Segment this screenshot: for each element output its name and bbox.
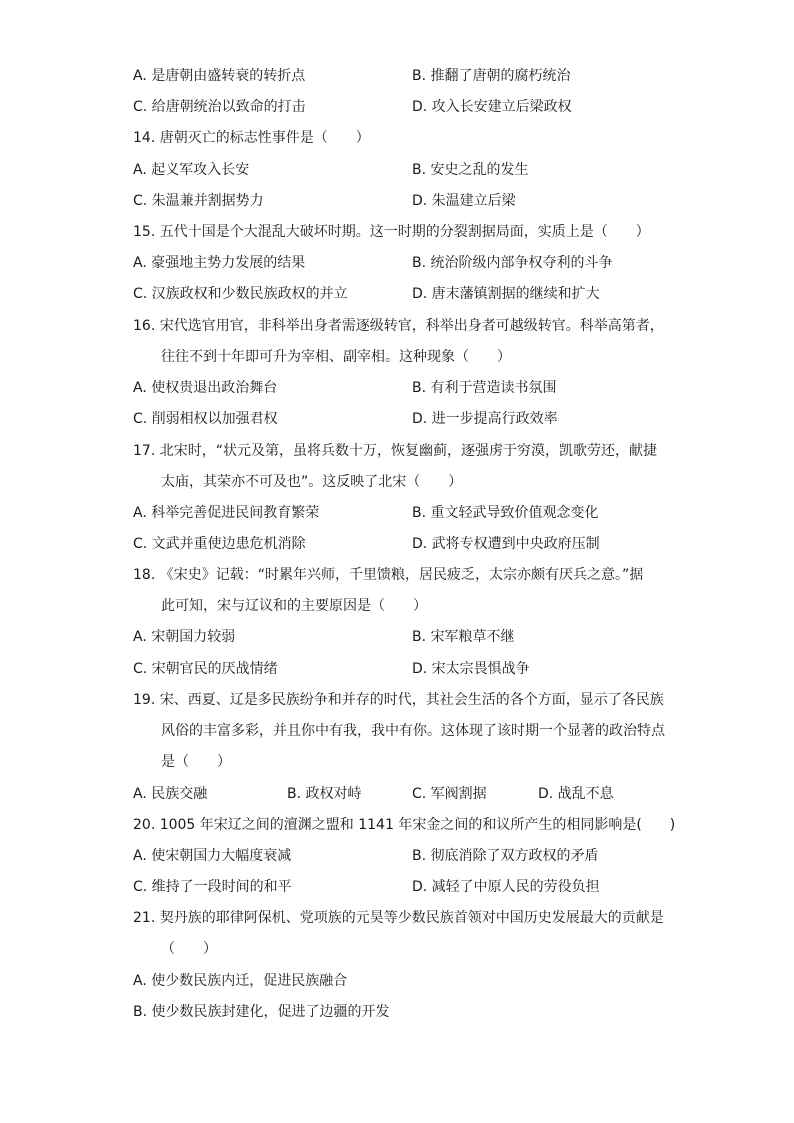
q13-option-c: C. 给唐朝统治以致命的打击 [133,99,306,115]
q21-stem-line1: 21. 契丹族的耶律阿保机、党项族的元昊等少数民族首领对中国历史发展最大的贡献是 [133,910,664,926]
q19-stem-line3: 是（ ） [161,754,231,770]
q14-option-d: D. 朱温建立后梁 [412,193,516,209]
q17-option-b: B. 重文轻武导致价值观念变化 [412,505,599,521]
q19-option-c: C. 军阀割据 [412,786,487,802]
q21-stem-line2: （ ） [161,941,217,957]
q14-stem: 14. 唐朝灭亡的标志性事件是（ ） [133,130,370,146]
q16-stem-line2: 往往不到十年即可升为宰相、副宰相。这种现象（ ） [161,349,511,365]
q16-stem-line1: 16. 宋代选官用官，非科举出身者需逐级转官，科举出身者可越级转官。科举高第者， [133,318,664,334]
q15-option-c: C. 汉族政权和少数民族政权的并立 [133,286,348,302]
q16-option-a: A. 使权贵退出政治舞台 [133,380,278,396]
q20-option-b: B. 彻底消除了双方政权的矛盾 [412,848,599,864]
q20-option-c: C. 维持了一段时间的和平 [133,879,292,895]
q21-option-b: B. 使少数民族封建化，促进了边疆的开发 [133,1004,390,1020]
q16-option-c: C. 削弱相权以加强君权 [133,411,278,427]
q19-option-a: A. 民族交融 [133,786,208,802]
q15-stem: 15. 五代十国是个大混乱大破坏时期。这一时期的分裂割据局面，实质上是（ ） [133,224,650,240]
q13-option-a: A. 是唐朝由盛转衰的转折点 [133,68,306,84]
q18-option-c: C. 宋朝官民的厌战情绪 [133,661,278,677]
q15-option-b: B. 统治阶级内部争权夺利的斗争 [412,255,613,271]
q17-option-d: D. 武将专权遭到中央政府压制 [412,536,600,552]
q18-option-b: B. 宋军粮草不继 [412,629,515,645]
q19-stem-line1: 19. 宋、西夏、辽是多民族纷争和并存的时代，其社会生活的各个方面，显示了各民族 [133,692,664,708]
q20-option-d: D. 减轻了中原人民的劳役负担 [412,879,600,895]
q17-stem-line2: 太庙，其荣亦不可及也”。这反映了北宋（ ） [161,474,463,490]
q17-option-a: A. 科举完善促进民间教育繁荣 [133,505,320,521]
q14-option-c: C. 朱温兼并割据势力 [133,193,264,209]
q16-option-d: D. 进一步提高行政效率 [412,411,558,427]
q19-option-b: B. 政权对峙 [287,786,362,802]
q19-option-d: D. 战乱不息 [538,786,614,802]
q18-stem-line1: 18. 《宋史》记载：“时累年兴师，千里馈粮，居民疲乏，太宗亦颇有厌兵之意。”据 [133,567,644,583]
q14-option-a: A. 起义军攻入长安 [133,162,250,178]
q15-option-d: D. 唐末藩镇割据的继续和扩大 [412,286,600,302]
q18-stem-line2: 此可知，宋与辽议和的主要原因是（ ） [161,598,427,614]
q20-option-a: A. 使宋朝国力大幅度衰减 [133,848,292,864]
q15-option-a: A. 豪强地主势力发展的结果 [133,255,306,271]
q19-stem-line2: 风俗的丰富多彩，并且你中有我，我中有你。这体现了该时期一个显著的政治特点 [161,723,665,739]
q13-option-d: D. 攻入长安建立后梁政权 [412,99,572,115]
q17-option-c: C. 文武并重使边患危机消除 [133,536,306,552]
q17-stem-line1: 17. 北宋时，“状元及第，虽将兵数十万，恢复幽蓟，逐强虏于穷漠，凯歌劳还，献捷 [133,443,657,459]
q13-option-b: B. 推翻了唐朝的腐朽统治 [412,68,571,84]
q18-option-a: A. 宋朝国力较弱 [133,629,236,645]
q14-option-b: B. 安史之乱的发生 [412,162,529,178]
q18-option-d: D. 宋太宗畏惧战争 [412,661,530,677]
q16-option-b: B. 有利于营造读书氛围 [412,380,557,396]
q20-stem: 20. 1005 年宋辽之间的澶渊之盟和 1141 年宋金之间的和议所产生的相同影响是( ) [133,817,676,833]
q21-option-a: A. 使少数民族内迁，促进民族融合 [133,973,348,989]
